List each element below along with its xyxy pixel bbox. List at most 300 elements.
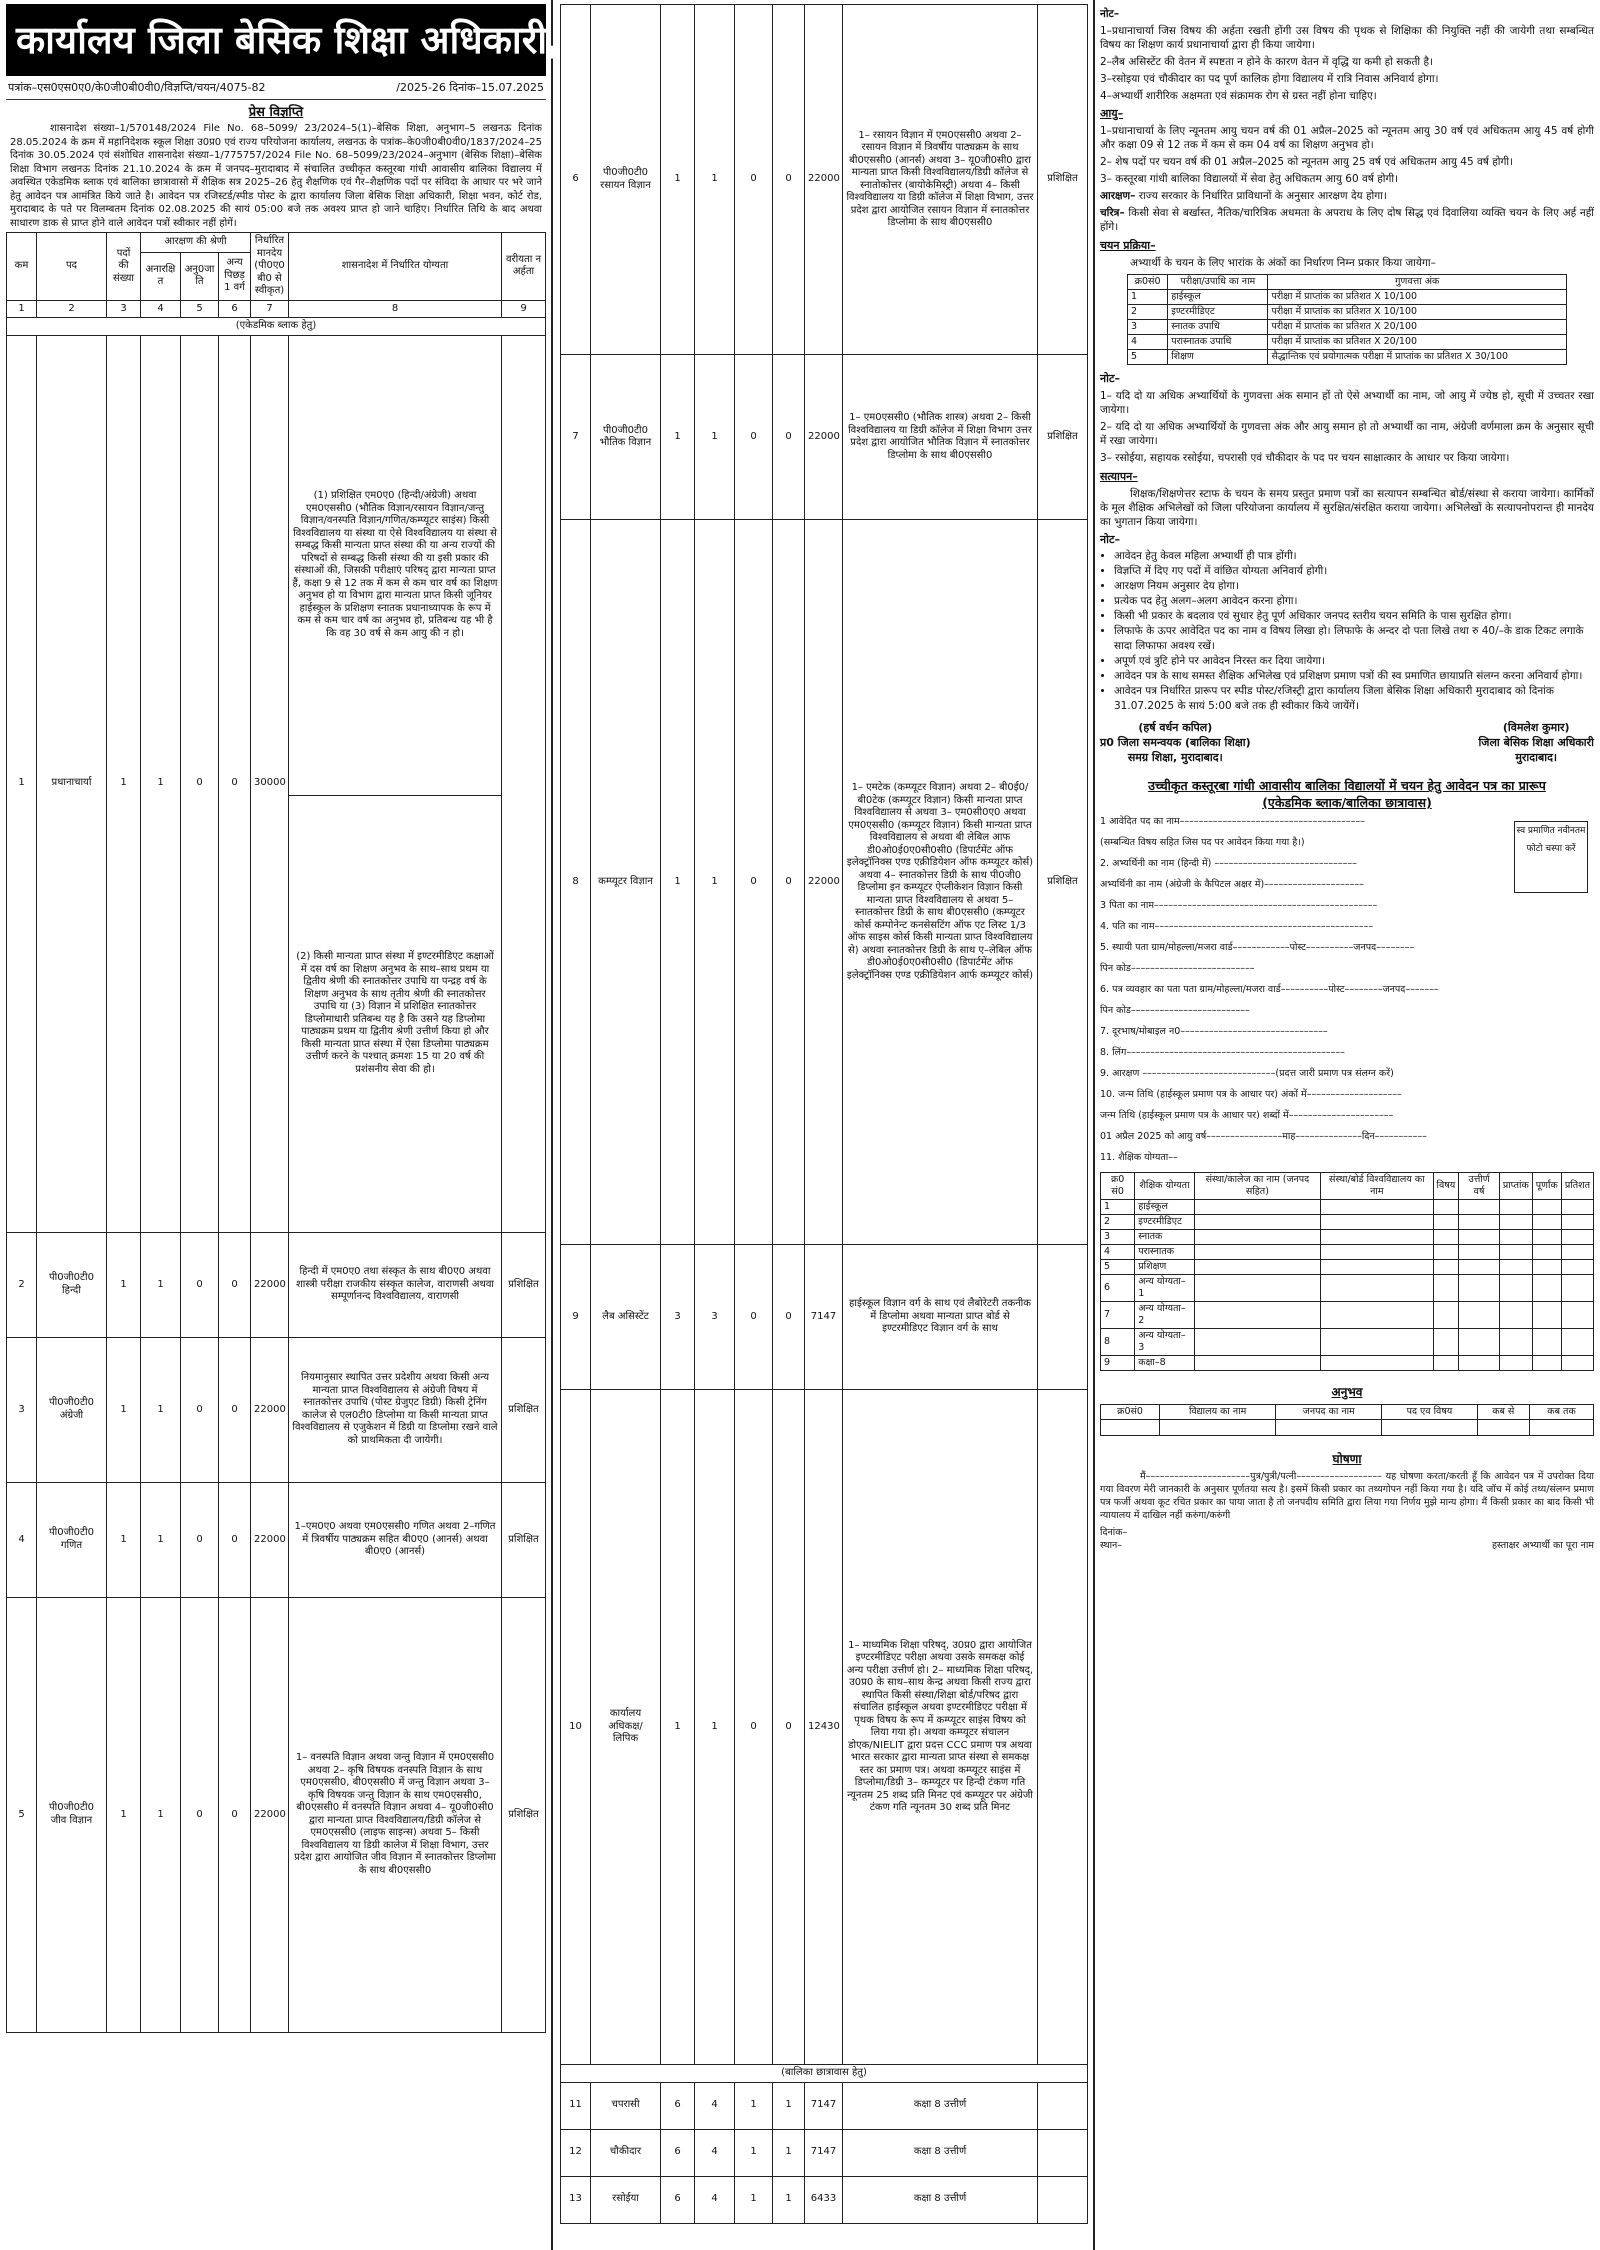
table-row <box>7 1597 546 2032</box>
education-cell <box>1321 1275 1433 1302</box>
post-count: 1 <box>107 335 141 1232</box>
photo-box: स्व प्रमाणित नवीनतम फोटो चस्पा करें <box>1514 821 1588 893</box>
post-sno: 9 <box>561 1245 591 1390</box>
post-count: 1 <box>661 5 695 355</box>
preference: प्रशिक्षित <box>502 1482 546 1597</box>
post-name: लैब असिस्टेंट <box>591 1245 661 1390</box>
honorarium: 7147 <box>805 2082 843 2129</box>
education-cell <box>1194 1215 1320 1230</box>
education-row <box>1101 1215 1594 1230</box>
education-level: प्रशिक्षण <box>1135 1260 1194 1275</box>
education-level: अन्य योग्यता–1 <box>1135 1275 1194 1302</box>
education-cell <box>1194 1275 1320 1302</box>
qualification-continued: (2) किसी मान्यता प्राप्त संस्था में इण्टरमीडिएट कक्षाओं में दस वर्ष का शिक्षण अनुभव के साथ–साथ प्रथम या द्वितीय श्रेणी की स्नातकोत्तर उपाधि या पन्द्रह वर्ष के शिक्षण अनुभव के साथ तृतीय श्रेणी की स्नातकोत्तर उपाधि या (3) विज्ञान में प्रशिक्षित स्नातकोत्तर डिप्लोमाधारी प्रतिबन्ध यह है कि उसने यह डिप्लोमा पाठ्यक्रम प्रथम या द्वितीय श्रेणी उत्तीर्ण किया हो और किसी मान्यता प्राप्त संस्था में ऐसा डिप्लोमा पाठ्यक्रम उत्तीर्ण करने के पश्चात् क्रमशः 15 या 20 वर्ष की प्रशंसनीय सेवा की हो। <box>289 795 502 1232</box>
education-cell <box>1532 1302 1561 1329</box>
qualification: कक्षा 8 उत्तीर्ण <box>843 2129 1038 2176</box>
education-row <box>1101 1260 1594 1275</box>
honorarium: 22000 <box>251 1337 289 1482</box>
education-cell <box>1194 1329 1320 1356</box>
education-header: क्र0 सं0 <box>1101 1173 1135 1200</box>
middle-column <box>560 4 1088 2246</box>
form-field: अभ्यर्थिनी का नाम (अंग्रेजी के कैपिटल अक्षर में)––––––––––––––––––––– <box>1100 879 1364 890</box>
condition-item: • आवेदन पत्र निर्धारित प्रारूप पर स्पीड पोस्ट/रजिस्ट्री द्वारा कार्यालय जिला बेसिक शिक्षा अधिकारी मुरादाबाद को दिनांक 31.07.2025 के सायं 5:00 बजे तक ही स्वीकार किये जायेंगें। <box>1114 684 1594 714</box>
form-field: 3 पिता का नाम––––––––––––––––––––––––––––––––––––––––––––––– <box>1100 900 1378 911</box>
education-cell <box>1459 1245 1500 1260</box>
education-cell <box>1499 1230 1532 1245</box>
press-release-title: प्रेस विज्ञप्ति <box>248 105 304 120</box>
education-cell <box>1459 1275 1500 1302</box>
education-row <box>1101 1230 1594 1245</box>
education-cell <box>1321 1356 1433 1371</box>
experience-header: पद एव विषय <box>1382 1405 1477 1420</box>
obc-count: 0 <box>219 1232 251 1337</box>
merit-row <box>1128 320 1567 335</box>
table-row <box>561 2129 1088 2176</box>
header-obc: अन्य पिछड़ 1 वर्ग <box>219 252 251 300</box>
merit-cell: हाईस्कूल <box>1168 290 1268 305</box>
education-sno: 9 <box>1101 1356 1135 1371</box>
preference <box>502 335 546 1232</box>
signatory-designation: जिला बेसिक शिक्षा अधिकारी <box>1478 736 1594 749</box>
experience-table <box>1100 1404 1594 1436</box>
declaration-title: घोषणा <box>1332 1452 1362 1466</box>
education-cell <box>1433 1245 1459 1260</box>
education-cell <box>1459 1200 1500 1215</box>
note-item: 2–लैब असिस्टेंट की वेतन में स्पष्टता न होने के कारण वेतन में वृद्धि या कमी हो सकती है। <box>1100 56 1434 68</box>
note-item: 3–रसोइया एवं चौकीदार का पद पूर्ण कालिक होगा विद्यालय में रात्रि निवास अनिवार्य होगा। <box>1100 73 1439 85</box>
post-sno: 4 <box>7 1482 37 1597</box>
post-sno: 3 <box>7 1337 37 1482</box>
merit-header: क्र0सं0 <box>1128 275 1168 290</box>
table-row <box>561 2176 1088 2223</box>
education-cell <box>1433 1200 1459 1215</box>
reference-line <box>6 76 546 100</box>
merit-table <box>1127 274 1567 365</box>
honorarium: 22000 <box>251 1597 289 2032</box>
education-sno: 1 <box>1101 1200 1135 1215</box>
merit-cell: परास्नातक उपाधि <box>1168 335 1268 350</box>
col-num: 2 <box>37 300 107 318</box>
form-title: उच्चीकृत कस्तूरबा गांधी आवासीय बालिका विद्यालयों में चयन हेतु आवेदन पत्र का प्रारूप <box>1148 778 1546 793</box>
age-list <box>1100 124 1594 186</box>
post-name: पी0जी0टी0 रसायन विज्ञान <box>591 5 661 355</box>
education-sno: 2 <box>1101 1215 1135 1230</box>
education-cell <box>1561 1275 1593 1302</box>
sc-count: 0 <box>181 1337 219 1482</box>
education-cell <box>1532 1230 1561 1245</box>
unreserved-count: 4 <box>695 2082 735 2129</box>
note-item: 2– यदि दो या अधिक अभ्यार्थियों के गुणवत्ता अंक और आयु समान हो तो अभ्यार्थी का नाम, अंग्रेजी वर्णमाला क्रम के अनुसार सूची में रखा जायेगा। <box>1100 421 1594 447</box>
education-cell <box>1321 1302 1433 1329</box>
education-cell <box>1499 1356 1532 1371</box>
selection-text: अभ्यार्थी के चयन के लिए भारांक के अंकों का निर्धारण निम्न प्रकार किया जायेगा– <box>1130 257 1436 269</box>
obc-count: 0 <box>773 1390 805 2065</box>
education-cell <box>1561 1329 1593 1356</box>
academic-block-label: (एकेडमिक ब्लाक हेतु) <box>7 318 546 336</box>
qualification: हाईस्कूल विज्ञान वर्ग के साथ एवं लैबोरेटरी तकनीक में डिप्लोमा अथवा मान्यता प्राप्त बोर्ड से इण्टरमीडिएट विज्ञान वर्ग के साथ <box>843 1245 1038 1390</box>
post-count: 6 <box>661 2129 695 2176</box>
post-count: 6 <box>661 2176 695 2223</box>
education-sno: 8 <box>1101 1329 1135 1356</box>
qualification: (1) प्रशिक्षित एम0ए0 (हिन्दी/अंग्रेजी) अथवा एम0एससी0 (भौतिक विज्ञान/रसायन विज्ञान/जन्तु विज्ञान/वनस्पति विज्ञान/गणित/कम्प्यूटर साइंस) किसी विश्वविद्यालय या संस्था या ऐसे विश्वविद्यालय या संस्था से सम्बद्ध किसी मान्यता प्राप्त संस्था की या अन्य राज्यों की परिषदों से सम्बद्ध किसी संस्था की या इसी प्रकार की संस्थाओं की, जिसकी परीक्षाएं परिषद् द्वारा मान्यता प्राप्त हैं, कक्षा 9 से 12 तक में कम से कम चार वर्ष का शिक्षण अनुभव हो या विभाग द्वारा मान्यता प्राप्त किसी जूनियर हाईस्कूल के प्रशिक्षण स्नातक प्रधानाध्यापक के रूप में कम से कम चार वर्ष का अनुभव हो, प्रतिबन्ध यह भी है कि वह 30 वर्ष से कम आयु की न हो। <box>289 335 502 795</box>
post-count: 1 <box>661 355 695 520</box>
education-cell <box>1321 1329 1433 1356</box>
table-row <box>561 355 1088 520</box>
table-row <box>561 5 1088 355</box>
education-cell <box>1459 1230 1500 1245</box>
unreserved-count: 1 <box>141 1232 181 1337</box>
education-cell <box>1321 1245 1433 1260</box>
condition-item: • किसी भी प्रकार के बदलाव एवं सुधार हेतु पूर्ण अधिकार जनपद स्तरीय चयन समिति के पास सुरक्षित होगा। <box>1114 609 1594 624</box>
hostel-block-row <box>561 2065 1088 2083</box>
education-cell <box>1194 1356 1320 1371</box>
header-preference: वरीयता न अर्हता <box>502 233 546 301</box>
application-form <box>1100 811 1594 1168</box>
col-num: 7 <box>251 300 289 318</box>
education-level: अन्य योग्यता–2 <box>1135 1302 1194 1329</box>
education-cell <box>1433 1356 1459 1371</box>
qualification: 1– एम0एससी0 (भौतिक शास्त्र) अथवा 2– किसी विश्वविद्यालय या डिग्री कॉलेज में शिक्षा विभाग उत्तर प्रदेश द्वारा आयोजित भौतिक विज्ञान में स्नातकोत्तर डिप्लोमा के साथ बी0एससी0 <box>843 355 1038 520</box>
honorarium: 30000 <box>251 335 289 1232</box>
experience-row <box>1101 1420 1594 1436</box>
form-field: पिन कोड––––––––––––––––––––––––– <box>1100 1005 1250 1016</box>
education-cell <box>1433 1329 1459 1356</box>
table-row <box>7 1337 546 1482</box>
post-sno: 10 <box>561 1390 591 2065</box>
education-level: इण्टरमीडिएट <box>1135 1215 1194 1230</box>
unreserved-count: 3 <box>695 1245 735 1390</box>
preference: प्रशिक्षित <box>502 1337 546 1482</box>
form-field: 10. जन्म तिथि (हाईस्कूल प्रमाण पत्र के आधार पर) अंकों में–––––––––––––––––––– <box>1100 1089 1402 1100</box>
hostel-block-label: (बालिका छात्रावास हेतु) <box>561 2065 1088 2083</box>
honorarium: 22000 <box>805 520 843 1245</box>
education-row <box>1101 1302 1594 1329</box>
obc-count: 0 <box>773 5 805 355</box>
unreserved-count: 1 <box>141 1482 181 1597</box>
office-title-banner: कार्यालय जिला बेसिक शिक्षा अधिकारी, मुरादाबाद। <box>6 4 546 76</box>
signatory-name: (हर्ष वर्धन कपिल) <box>1138 721 1213 734</box>
condition-item: • लिफाफे के ऊपर आवेदित पद का नाम व विषय लिखा हो। लिफाफे के अन्दर दो पता लिखे तथा रु 40/–के डाक टिकट लगाके सादा लिफाफा अवश्य रखें। <box>1114 624 1594 654</box>
signatory-office: मुरादाबाद। <box>1515 751 1558 764</box>
merit-row <box>1128 335 1567 350</box>
merit-cell: परीक्षा में प्राप्तांक का प्रतिशत X 20/100 <box>1268 320 1567 335</box>
education-cell <box>1459 1302 1500 1329</box>
verification-title: सत्यापन– <box>1100 470 1138 483</box>
education-sno: 7 <box>1101 1302 1135 1329</box>
education-cell <box>1459 1215 1500 1230</box>
honorarium: 12430 <box>805 1390 843 2065</box>
education-sno: 4 <box>1101 1245 1135 1260</box>
merit-cell: परीक्षा में प्राप्तांक का प्रतिशत X 20/100 <box>1268 335 1567 350</box>
unreserved-count: 1 <box>695 520 735 1245</box>
education-header: प्राप्तांक <box>1499 1173 1532 1200</box>
education-sno: 3 <box>1101 1230 1135 1245</box>
age-item: 2– शेष पदों पर चयन वर्ष की 01 अप्रैल–2025 को न्यूनतम आयु 25 वर्ष एवं अधिकतम आयु 45 वर्ष होगी। <box>1100 156 1514 168</box>
sc-count: 0 <box>735 1245 773 1390</box>
education-sno: 5 <box>1101 1260 1135 1275</box>
condition-item: • विज्ञप्ति में दिए गए पदों में वांछित योग्यता अनिवार्य होगी। <box>1114 564 1594 579</box>
sc-count: 1 <box>735 2176 773 2223</box>
obc-count: 0 <box>773 520 805 1245</box>
unreserved-count: 4 <box>695 2176 735 2223</box>
obc-count: 1 <box>773 2176 805 2223</box>
post-name: प्रधानाचार्या <box>37 335 107 1232</box>
qualification: कक्षा 8 उत्तीर्ण <box>843 2082 1038 2129</box>
merit-body <box>1128 290 1567 365</box>
post-name: पी0जी0टी0 अंग्रेजी <box>37 1337 107 1482</box>
post-sno: 7 <box>561 355 591 520</box>
education-level: कक्षा–8 <box>1135 1356 1194 1371</box>
education-row <box>1101 1200 1594 1215</box>
declaration-date: दिनांक– <box>1100 1527 1128 1538</box>
qualification: नियमानुसार स्थापित उत्तर प्रदेशीय अथवा किसी अन्य मान्यता प्राप्त विश्वविद्यालय से अंग्रेजी विषय में स्नातकोत्तर उपाधि (पोस्ट ग्रेजुएट डिग्री) किसी ट्रेनिंग कालेज से एल0टी0 डिप्लोमा या किसी मान्यता प्राप्त विश्वविद्यालय से एजुकेशन में डिग्री या डिप्लोमा रखने वाले को प्राथमिकता दी जायेगी। <box>289 1337 502 1482</box>
obc-count: 0 <box>219 1597 251 2032</box>
signatures <box>1100 720 1594 765</box>
education-row <box>1101 1275 1594 1302</box>
table-row <box>561 1245 1088 1390</box>
col-num: 1 <box>7 300 37 318</box>
posts-table <box>6 232 546 2033</box>
form-field: पिन कोड–––––––––––––––––––––––––– <box>1100 963 1255 974</box>
header-post: पद <box>37 233 107 301</box>
character-text: किसी सेवा से बर्खास्त, नैतिक/चारित्रिक अधमता के अपराध के लिए दोष सिद्ध एवं दिवालिया व्यक्ति चयन के लिए अर्ह नहीं होंगे। <box>1100 207 1594 233</box>
note-item: 1– यदि दो या अधिक अभ्यार्थियों के गुणवत्ता अंक समान हों तो ऐसे अभ्यार्थी का नाम, जो आयु में ज्येष्ठ हो, सूची में उच्चतर रखा जायेगा। <box>1100 390 1594 416</box>
preference: प्रशिक्षित <box>1038 520 1088 1245</box>
qualification: 1– माध्यमिक शिक्षा परिषद्, उ0प्र0 द्वारा आयोजित इण्टरमीडिएट परीक्षा अथवा उसके समकक्ष कोई अन्य परीक्षा उत्तीर्ण हो। 2– माध्यमिक शिक्षा परिषद्, उ0प्र0 के साथ–साथ केन्द्र अथवा किसी राज्य द्वारा स्थापित किसी संस्था/शिक्षा बोर्ड/परिषद द्वारा संचालित हाईस्कूल अथवा इण्टरमीडिएट परीक्षा में पृथक विषय के रूप में कम्प्यूटर साइंस विषय को लिया गया हो। अथवा कम्प्यूटर संचालन डोएक/NIELIT द्वारा प्रदत्त CCC प्रमाण पत्र अथवा भारत सरकार द्वारा मान्यता प्राप्त संस्था से समकक्ष स्तर का प्रमाण पत्र। अथवा कम्प्यूटर साइंस में डिप्लोमा/डिग्री 3– कम्प्यूटर पर हिन्दी टंकण गति न्यूनतम 25 शब्द प्रति मिनट एवं कम्प्यूटर पर अंग्रेजी टंकण गति न्यूनतम 30 शब्द प्रति मिनट <box>843 1390 1038 2065</box>
education-cell <box>1561 1302 1593 1329</box>
col-num: 5 <box>181 300 219 318</box>
experience-header-row <box>1101 1405 1594 1420</box>
posts-table-continued <box>560 4 1088 2224</box>
merit-cell: सैद्धान्तिक एवं प्रयोगात्मक परीक्षा में प्राप्तांक का प्रतिशत X 30/100 <box>1268 350 1567 365</box>
obc-count: 0 <box>219 1337 251 1482</box>
preference <box>1038 1245 1088 1390</box>
notes2-title: नोट– <box>1100 372 1120 385</box>
table-header-row <box>7 233 546 253</box>
education-cell <box>1194 1302 1320 1329</box>
qualification: 1– वनस्पति विज्ञान अथवा जन्तु विज्ञान में एम0एससी0 अथवा 2– कृषि विषयक वनस्पति विज्ञान के साथ एम0एससी0, बी0एससी0 में जन्तु विज्ञान अथवा 3– कृषि विषयक जन्तु विज्ञान के साथ एम0एससी0, बी0एससी0 में वनस्पति विज्ञान अथवा 4– यू0जी0सी0 द्वारा मान्यता प्राप्त विश्वविद्यालय/डिग्री कॉलेज से एम0एससी0 (लाइफ साइन्स) अथवा 5– किसी विश्वविद्यालय या डिग्री कालेज में शिक्षा विभाग, उत्तर प्रदेश द्वारा आयोजित जीव विज्ञान में स्नातकोत्तर डिप्लोमा के साथ बी0एससी0 <box>289 1597 502 2032</box>
form-field: (सम्बन्धित विषय सहित जिस पद पर आवेदन किया गया है।) <box>1100 837 1305 848</box>
post-name: रसोईया <box>591 2176 661 2223</box>
column-divider <box>1093 0 1095 2250</box>
qualification: 1–एम0ए0 अथवा एम0एससी0 गणित अथवा 2–गणित में त्रिवर्षीय पाठ्यक्रम सहित बी0ए0 (आनर्स) अथवा बी0ए0 (आनर्स) <box>289 1482 502 1597</box>
education-level: स्नातक <box>1135 1230 1194 1245</box>
post-count: 1 <box>107 1232 141 1337</box>
post-sno: 2 <box>7 1232 37 1337</box>
condition-item: • अपूर्ण एवं त्रुटि होने पर आवेदन निरस्त कर दिया जायेगा। <box>1114 654 1594 669</box>
post-name: कम्प्यूटर विज्ञान <box>591 520 661 1245</box>
education-row <box>1101 1245 1594 1260</box>
unreserved-count: 4 <box>695 2129 735 2176</box>
obc-count: 1 <box>773 2082 805 2129</box>
sc-count: 0 <box>735 520 773 1245</box>
experience-header: जनपद का नाम <box>1276 1405 1382 1420</box>
education-cell <box>1321 1215 1433 1230</box>
unreserved-count: 1 <box>141 1597 181 2032</box>
honorarium: 22000 <box>251 1482 289 1597</box>
post-sno: 12 <box>561 2129 591 2176</box>
education-cell <box>1499 1275 1532 1302</box>
signature-left <box>1100 720 1251 765</box>
column-divider <box>551 0 553 2250</box>
table-row <box>561 1390 1088 2065</box>
post-count: 1 <box>107 1597 141 2032</box>
signatory-office: समग्र शिक्षा, मुरादाबाद। <box>1127 751 1223 764</box>
education-cell <box>1499 1302 1532 1329</box>
col-num: 4 <box>141 300 181 318</box>
notes-list <box>1100 24 1594 103</box>
condition-item: • आरक्षण नियम अनुसार देय होगा। <box>1114 579 1594 594</box>
merit-header: गुणवत्ता अंक <box>1268 275 1567 290</box>
preference <box>1038 1390 1088 2065</box>
reservation-note <box>1100 189 1594 203</box>
letter-number: पत्रांक–एस0एस0ए0/के0जी0बी0वी0/विज्ञप्ति/चयन/4075-82 <box>8 81 266 94</box>
table-row <box>7 335 546 795</box>
post-count: 1 <box>107 1337 141 1482</box>
col-num: 9 <box>502 300 546 318</box>
preference <box>1038 2176 1088 2223</box>
preference <box>1038 2129 1088 2176</box>
education-header: संस्था/कालेज का नाम (जनपद सहित) <box>1194 1173 1320 1200</box>
merit-row <box>1128 290 1567 305</box>
merit-cell: शिक्षण <box>1168 350 1268 365</box>
experience-header: कब से <box>1477 1405 1530 1420</box>
merit-cell: स्नातक उपाधि <box>1168 320 1268 335</box>
honorarium: 22000 <box>805 355 843 520</box>
table-row <box>561 520 1088 1245</box>
col-num: 6 <box>219 300 251 318</box>
education-level: परास्नातक <box>1135 1245 1194 1260</box>
post-count: 1 <box>661 520 695 1245</box>
education-body <box>1101 1200 1594 1371</box>
form-field: 1 आवेदित पद का नाम––––––––––––––––––––––––––––––––––––––– <box>1100 816 1365 827</box>
merit-cell: 3 <box>1128 320 1168 335</box>
education-cell <box>1532 1329 1561 1356</box>
education-cell <box>1194 1260 1320 1275</box>
post-sno: 6 <box>561 5 591 355</box>
obc-count: 0 <box>219 335 251 1232</box>
table-row <box>561 2082 1088 2129</box>
selection-title: चयन प्रक्रिया– <box>1100 239 1156 252</box>
unreserved-count: 1 <box>141 1337 181 1482</box>
qualification: हिन्दी में एम0ए0 तथा संस्कृत के साथ बी0ए0 अथवा शास्त्री परीक्षा राजकीय संस्कृत कालेज, वाराणसी अथवा सम्पूर्णानन्द विश्वविद्यालय, वाराणसी <box>289 1232 502 1337</box>
education-cell <box>1459 1329 1500 1356</box>
declaration-text: मैं––––––––––––––––––––––पुत्र/पुत्री/पत्नी–––––––––––––––––– यह घोषणा करता/करती हूँ कि आवेदन पत्र में उपरोक्त दिया गया विवरण मेरी जानकारी के अनुसार पूर्णतया सत्य है। इसमें किसी प्रकार का तथ्यगोपन नहीं किया गया है। यदि जॉच में कोई तथ्य/संलग्न प्रमाण पत्र फर्जी अथवा कूट रचित प्रकार का पाया जाता है तो जनपदीय समिति द्वारा लिया गया निर्णय मुझे मान्य होगा। मैं किसी प्रकार का बाद किसी भी न्यायालय में दाखिल नहीं करुंगा/करुंगी <box>1100 1471 1594 1521</box>
form-field: 7. दूरभाष/मोबाइल न0––––––––––––––––––––––––––––––– <box>1100 1026 1328 1037</box>
merit-cell: परीक्षा में प्राप्तांक का प्रतिशत X 10/100 <box>1268 305 1567 320</box>
education-cell <box>1321 1200 1433 1215</box>
declaration-signature: हस्ताक्षर अभ्यार्थी का पूरा नाम <box>1491 1540 1594 1551</box>
signatory-designation: प्र0 जिला समन्वयक (बालिका शिक्षा) <box>1100 736 1251 749</box>
obc-count: 0 <box>773 355 805 520</box>
sc-count: 0 <box>181 1597 219 2032</box>
experience-header: क्र0सं0 <box>1101 1405 1160 1420</box>
table-row <box>7 1482 546 1597</box>
preference: प्रशिक्षित <box>1038 355 1088 520</box>
education-cell <box>1459 1260 1500 1275</box>
post-sno: 5 <box>7 1597 37 2032</box>
col-num: 8 <box>289 300 502 318</box>
education-cell <box>1433 1230 1459 1245</box>
education-header: विषय <box>1433 1173 1459 1200</box>
sc-count: 0 <box>735 5 773 355</box>
preference: प्रशिक्षित <box>502 1597 546 2032</box>
form-field: 8. लिंग–––––––––––––––––––––––––––––––––––––––––––––– <box>1100 1047 1345 1058</box>
education-cell <box>1194 1230 1320 1245</box>
education-cell <box>1561 1200 1593 1215</box>
education-cell <box>1499 1245 1532 1260</box>
reservation-text: राज्य सरकार के निर्धारित प्राविधानों के अनुसार आरक्षण देय होगा। <box>1138 190 1387 202</box>
condition-item: • प्रत्येक पद हेतु अलग–अलग आवेदन करना होगा। <box>1114 594 1594 609</box>
sc-count: 0 <box>735 355 773 520</box>
education-header: पूर्णांक <box>1532 1173 1561 1200</box>
education-header: उत्तीर्ण वर्ष <box>1459 1173 1500 1200</box>
notes-title: नोट– <box>1100 8 1120 20</box>
education-table <box>1100 1172 1594 1371</box>
header-reservation: आरक्षण की श्रेणी <box>141 233 251 253</box>
signature-right <box>1478 720 1594 765</box>
signatory-name: (विमलेश कुमार) <box>1502 721 1570 734</box>
unreserved-count: 1 <box>695 355 735 520</box>
merit-header-row <box>1128 275 1567 290</box>
education-cell <box>1532 1356 1561 1371</box>
honorarium: 7147 <box>805 2129 843 2176</box>
preference: प्रशिक्षित <box>502 1232 546 1337</box>
post-name: कार्यालय अधिकक्ष/ लिपिक <box>591 1390 661 2065</box>
education-header-row <box>1101 1173 1594 1200</box>
education-cell <box>1532 1245 1561 1260</box>
age-title: आयु– <box>1100 107 1124 120</box>
merit-cell: 5 <box>1128 350 1168 365</box>
education-cell <box>1499 1215 1532 1230</box>
note-item: 1–प्रधानाचार्या जिस विषय की अर्हता रखती होंगी उस विषय की पृथक से शिक्षिका की नियुक्ति नहीं की जायेगी तथा सम्बन्धित विषय का शिक्षण कार्य प्रधानाचार्या द्वारा ही किया जायेगा। <box>1100 25 1594 51</box>
academic-block-row <box>7 318 546 336</box>
column-number-row <box>7 300 546 318</box>
merit-cell: 2 <box>1128 305 1168 320</box>
merit-cell: 4 <box>1128 335 1168 350</box>
sc-count: 1 <box>735 2082 773 2129</box>
honorarium: 6433 <box>805 2176 843 2223</box>
header-count: पदों की संख्या <box>107 233 141 301</box>
qualification: 1– रसायन विज्ञान में एम0एससी0 अथवा 2– रसायन विज्ञान में त्रिवर्षीय पाठ्यक्रम के साथ बी0एससी0 (आनर्स) अथवा 3– यू0जी0सी0 द्वारा मान्यता प्राप्त किसी विश्वविद्यालय/डिग्री कॉलेज से स्नातोकोत्तर (बायोकेमिस्ट्री) अथवा 4– किसी विश्वविद्यालय या डिग्री कॉलेज में शिक्षा विभाग, उत्तर प्रदेश द्वारा आयोजित रसायन विज्ञान में स्नातकोत्तर डिप्लोमा के साथ बी0एससी0 <box>843 5 1038 355</box>
merit-header: परीक्षा/उपाधि का नाम <box>1168 275 1268 290</box>
education-header: संस्था/बोर्ड विश्वविद्यालय का नाम <box>1321 1173 1433 1200</box>
notes-section <box>1100 7 1594 103</box>
education-cell <box>1499 1200 1532 1215</box>
experience-header: विद्यालय का नाम <box>1160 1405 1276 1420</box>
post-sno: 1 <box>7 335 37 1232</box>
letter-date: /2025-26 दिनांक–15.07.2025 <box>396 81 544 94</box>
education-cell <box>1532 1275 1561 1302</box>
declaration-footer <box>1100 1538 1594 1551</box>
experience-header: कब तक <box>1530 1405 1594 1420</box>
col-num: 3 <box>107 300 141 318</box>
form-field: जन्म तिथि (हाईस्कूल प्रमाण पत्र के आधार पर) शब्दों में–––––––––––––––––––––– <box>1100 1110 1394 1121</box>
honorarium: 22000 <box>251 1232 289 1337</box>
merit-cell: परीक्षा में प्राप्तांक का प्रतिशत X 10/100 <box>1268 290 1567 305</box>
right-column <box>1100 4 1594 2246</box>
education-cell <box>1433 1275 1459 1302</box>
merit-row <box>1128 305 1567 320</box>
honorarium: 22000 <box>805 5 843 355</box>
post-name: पी0जी0टी0 जीव विज्ञान <box>37 1597 107 2032</box>
education-row <box>1101 1356 1594 1371</box>
form-subtitle: (एकेडमिक ब्लाक/बालिका छात्रावास) <box>1262 795 1432 810</box>
condition-item: • आवेदन पत्र के साथ समस्त शैक्षिक अभिलेख एवं प्रशिक्षण प्रमाण पत्रों की स्व प्रमाणित छायाप्रति संलग्न करना अनिवार्य होगा। <box>1114 669 1594 684</box>
education-cell <box>1194 1245 1320 1260</box>
unreserved-count: 1 <box>695 1390 735 2065</box>
education-cell <box>1532 1215 1561 1230</box>
